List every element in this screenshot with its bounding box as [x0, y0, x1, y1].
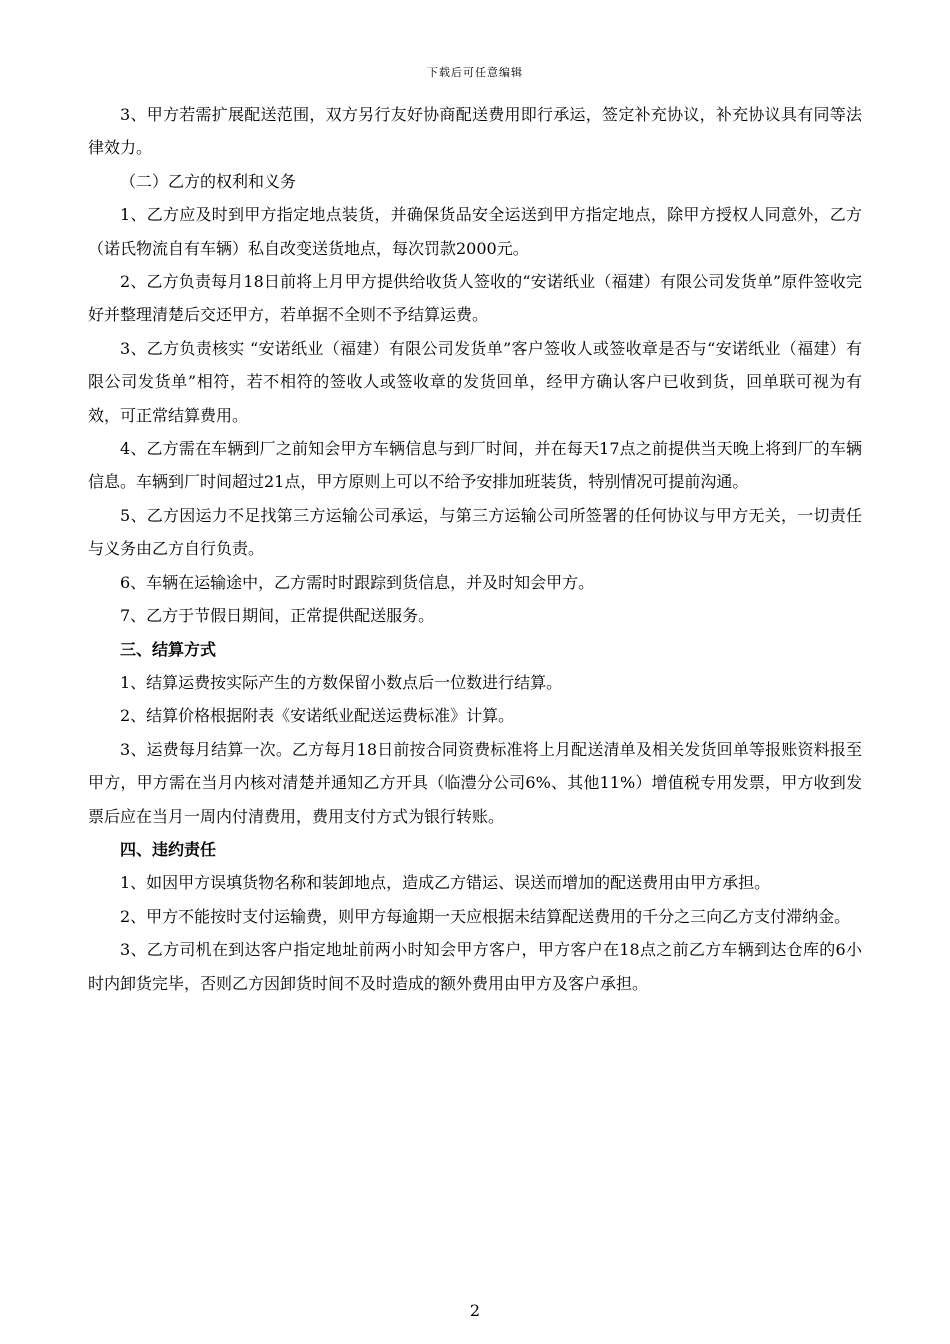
paragraph: 4、乙方需在车辆到厂之前知会甲方车辆信息与到厂时间，并在每天17点之前提供当天晚上将到厂的车辆信息。车辆到厂时间超过21点，甲方原则上可以不给予安排加班装货，特别情况可提前沟通。	[88, 439, 862, 492]
section-heading: 三、结算方式	[120, 639, 217, 659]
paragraph: 1、如因甲方误填货物名称和装卸地点，造成乙方错运、误送而增加的配送费用由甲方承担。	[120, 873, 771, 893]
section-heading: 四、违约责任	[120, 839, 217, 859]
page-header: 下载后可任意编辑	[427, 66, 523, 79]
paragraph: 3、乙方司机在到达客户指定地址前两小时知会甲方客户，甲方客户在18点之前乙方车辆到达仓库的6小时内卸货完毕，否则乙方因卸货时间不及时造成的额外费用由甲方及客户承担。	[88, 940, 862, 993]
paragraph: 7、乙方于节假日期间，正常提供配送服务。	[120, 606, 435, 626]
page-number: 2	[469, 1301, 481, 1320]
paragraph: 1、乙方应及时到甲方指定地点装货，并确保货品安全运送到甲方指定地点，除甲方授权人同意外，乙方（诺氏物流自有车辆）私自改变送货地点，每次罚款2000元。	[88, 205, 862, 258]
document-body	[88, 98, 862, 1000]
paragraph: 2、甲方不能按时支付运输费，则甲方每逾期一天应根据未结算配送费用的千分之三向乙方支付滞纳金。	[120, 906, 851, 926]
paragraph: 6、车辆在运输途中，乙方需时时跟踪到货信息，并及时知会甲方。	[120, 572, 595, 592]
paragraph: 1、结算运费按实际产生的方数保留小数点后一位数进行结算。	[120, 672, 563, 692]
paragraph: 2、结算价格根据附表《安诺纸业配送运费标准》计算。	[120, 706, 515, 726]
paragraph: 3、甲方若需扩展配送范围，双方另行友好协商配送费用即行承运，签定补充协议，补充协议具有同等法律效力。	[88, 105, 862, 158]
paragraph: 3、乙方负责核实 “安诺纸业（福建）有限公司发货单”客户签收人或签收章是否与“安诺纸业（福建）有限公司发货单”相符，若不相符的签收人或签收章的发货回单，经甲方确认客户已收到货，回单联可视为有效，可正常结算费用。	[88, 338, 862, 425]
section-subheading: （二）乙方的权利和义务	[120, 171, 297, 191]
paragraph: 2、乙方负责每月18日前将上月甲方提供给收货人签收的“安诺纸业（福建）有限公司发货单”原件签收完好并整理清楚后交还甲方，若单据不全则不予结算运费。	[88, 272, 862, 325]
paragraph: 3、运费每月结算一次。乙方每月18日前按合同资费标准将上月配送清单及相关发货回单等报账资料报至甲方，甲方需在当月内核对清楚并通知乙方开具（临澧分公司6%、其他11%）增值税专用发票，甲方收到发票后应在当月一周内付清费用，费用支付方式为银行转账。	[88, 739, 862, 826]
paragraph: 5、乙方因运力不足找第三方运输公司承运，与第三方运输公司所签署的任何协议与甲方无关，一切责任与义务由乙方自行负责。	[88, 505, 862, 559]
